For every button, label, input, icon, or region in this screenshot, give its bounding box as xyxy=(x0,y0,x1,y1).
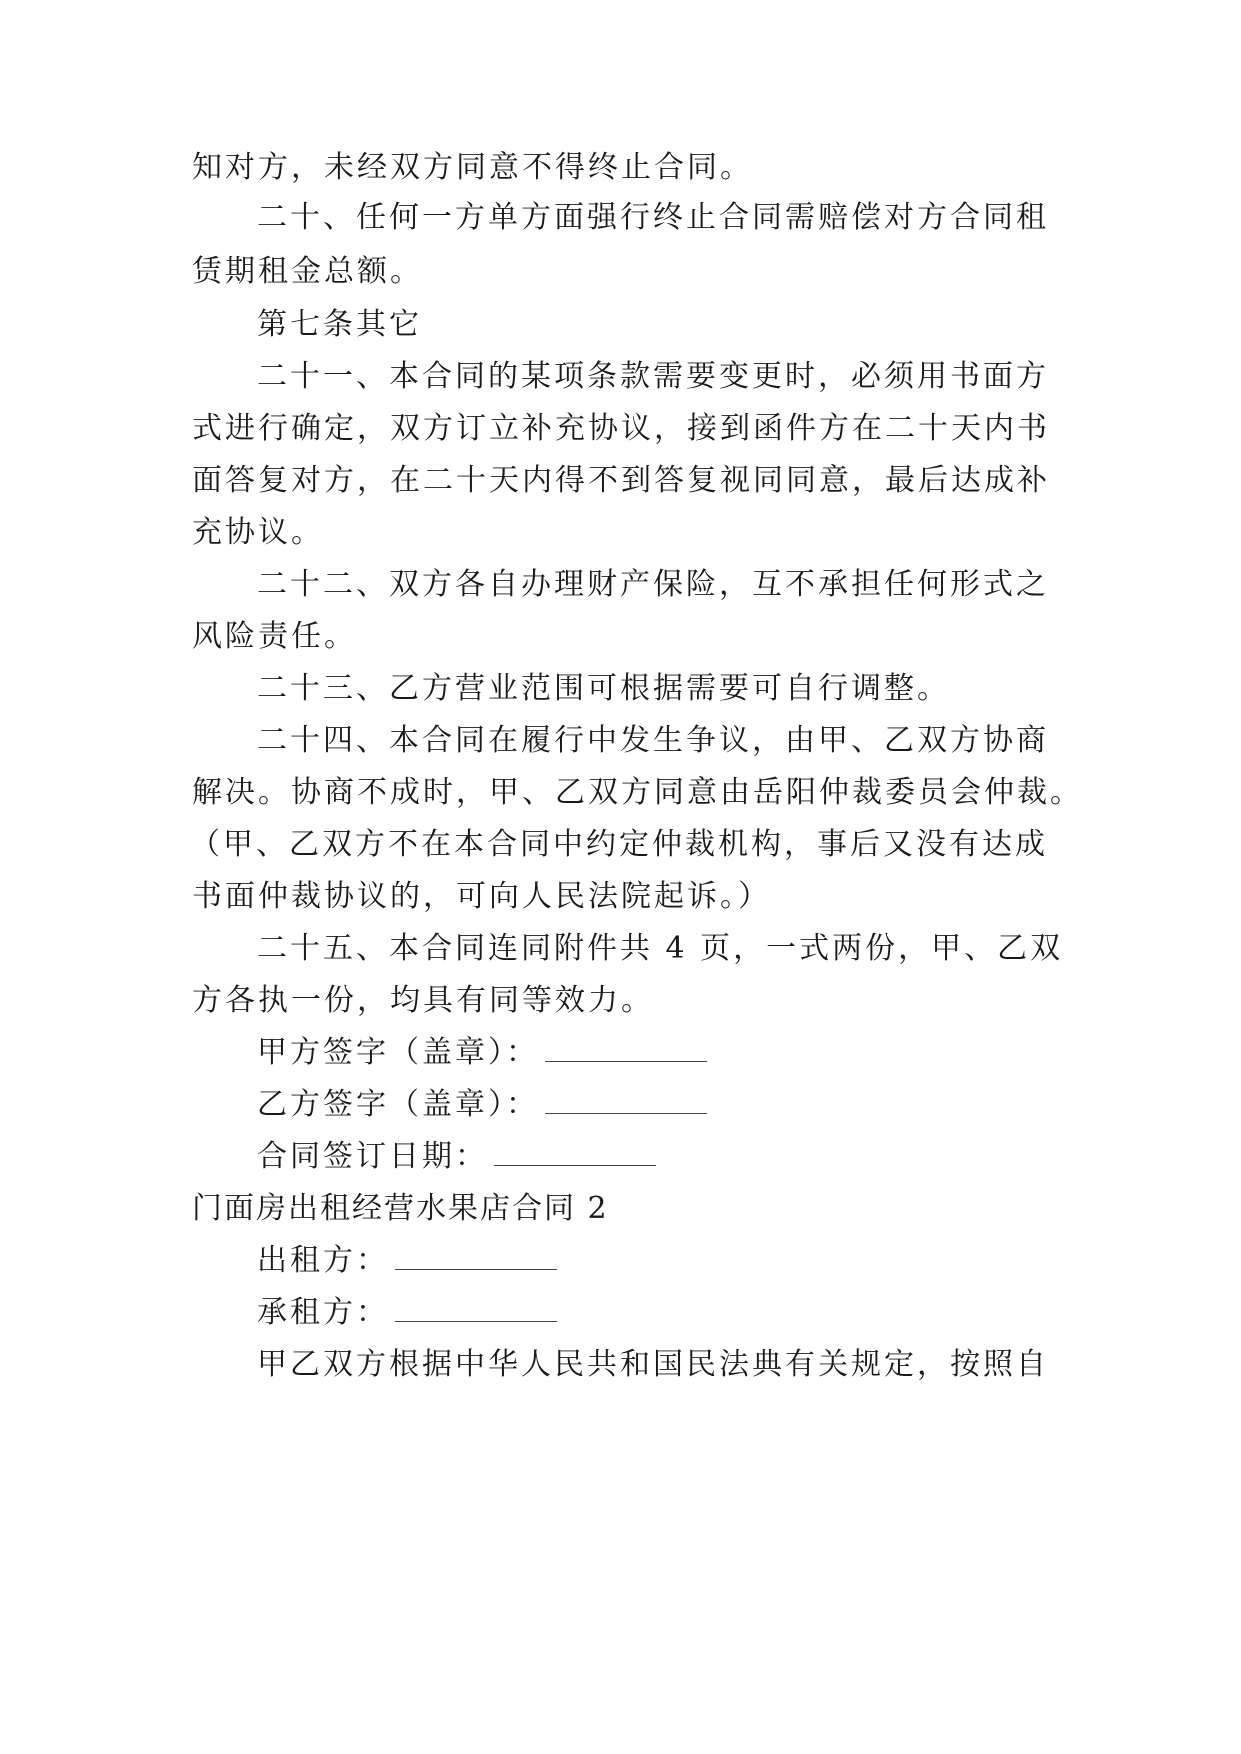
party-b-signature xyxy=(257,1085,707,1125)
party-a-signature xyxy=(257,1033,707,1073)
paragraph-line: 二十四、本合同在履行中发生争议，由甲、乙双方协商 xyxy=(257,723,1049,758)
lessor-line xyxy=(257,1241,557,1281)
paragraph-line: 二十、任何一方单方面强行终止合同需赔偿对方合同租 xyxy=(257,200,1049,235)
paragraph-line: 二十五、本合同连同附件共 4 页，一式两份，甲、乙双 xyxy=(257,931,1064,966)
party-a-signature-label: 甲方签字（盖章）： xyxy=(257,1035,539,1070)
lessee-field[interactable] xyxy=(395,1297,557,1322)
sign-date-label: 合同签订日期： xyxy=(257,1139,488,1174)
contract-title: 门面房出租经营水果店合同 2 xyxy=(192,1191,609,1226)
lessor-field[interactable] xyxy=(395,1245,557,1270)
paragraph-line: 赁期租金总额。 xyxy=(192,254,423,289)
paragraph-line: 二十二、双方各自办理财产保险，互不承担任何形式之 xyxy=(257,567,1049,602)
paragraph-line: 二十三、乙方营业范围可根据需要可自行调整。 xyxy=(257,671,950,706)
paragraph-line: 风险责任。 xyxy=(192,619,357,654)
paragraph-line: 知对方，未经双方同意不得终止合同。 xyxy=(192,150,753,185)
sign-date xyxy=(257,1137,656,1177)
paragraph-line: 二十一、本合同的某项条款需要变更时，必须用书面方 xyxy=(257,359,1049,394)
paragraph-line: 方各执一份，均具有同等效力。 xyxy=(192,983,654,1018)
lessee-label: 承租方： xyxy=(257,1295,389,1330)
sign-date-field[interactable] xyxy=(494,1141,656,1166)
party-a-signature-field[interactable] xyxy=(545,1037,707,1062)
section-heading: 第七条其它 xyxy=(257,307,422,342)
paragraph-line: 充协议。 xyxy=(192,515,324,550)
paragraph-line: 甲乙双方根据中华人民共和国民法典有关规定，按照自 xyxy=(257,1347,1049,1382)
lessee-line xyxy=(257,1293,557,1333)
paragraph-line: 解决。协商不成时，甲、乙双方同意由岳阳仲裁委员会仲裁。 xyxy=(192,775,1083,810)
paragraph-line: 式进行确定，双方订立补充协议，接到函件方在二十天内书 xyxy=(192,411,1050,446)
paragraph-line: 面答复对方，在二十天内得不到答复视同同意，最后达成补 xyxy=(192,463,1050,498)
lessor-label: 出租方： xyxy=(257,1243,389,1278)
party-b-signature-field[interactable] xyxy=(545,1089,707,1114)
paragraph-line: （甲、乙双方不在本合同中约定仲裁机构，事后又没有达成 xyxy=(190,827,1048,862)
party-b-signature-label: 乙方签字（盖章）： xyxy=(257,1087,539,1122)
paragraph-line: 书面仲裁协议的，可向人民法院起诉。） xyxy=(192,879,771,914)
